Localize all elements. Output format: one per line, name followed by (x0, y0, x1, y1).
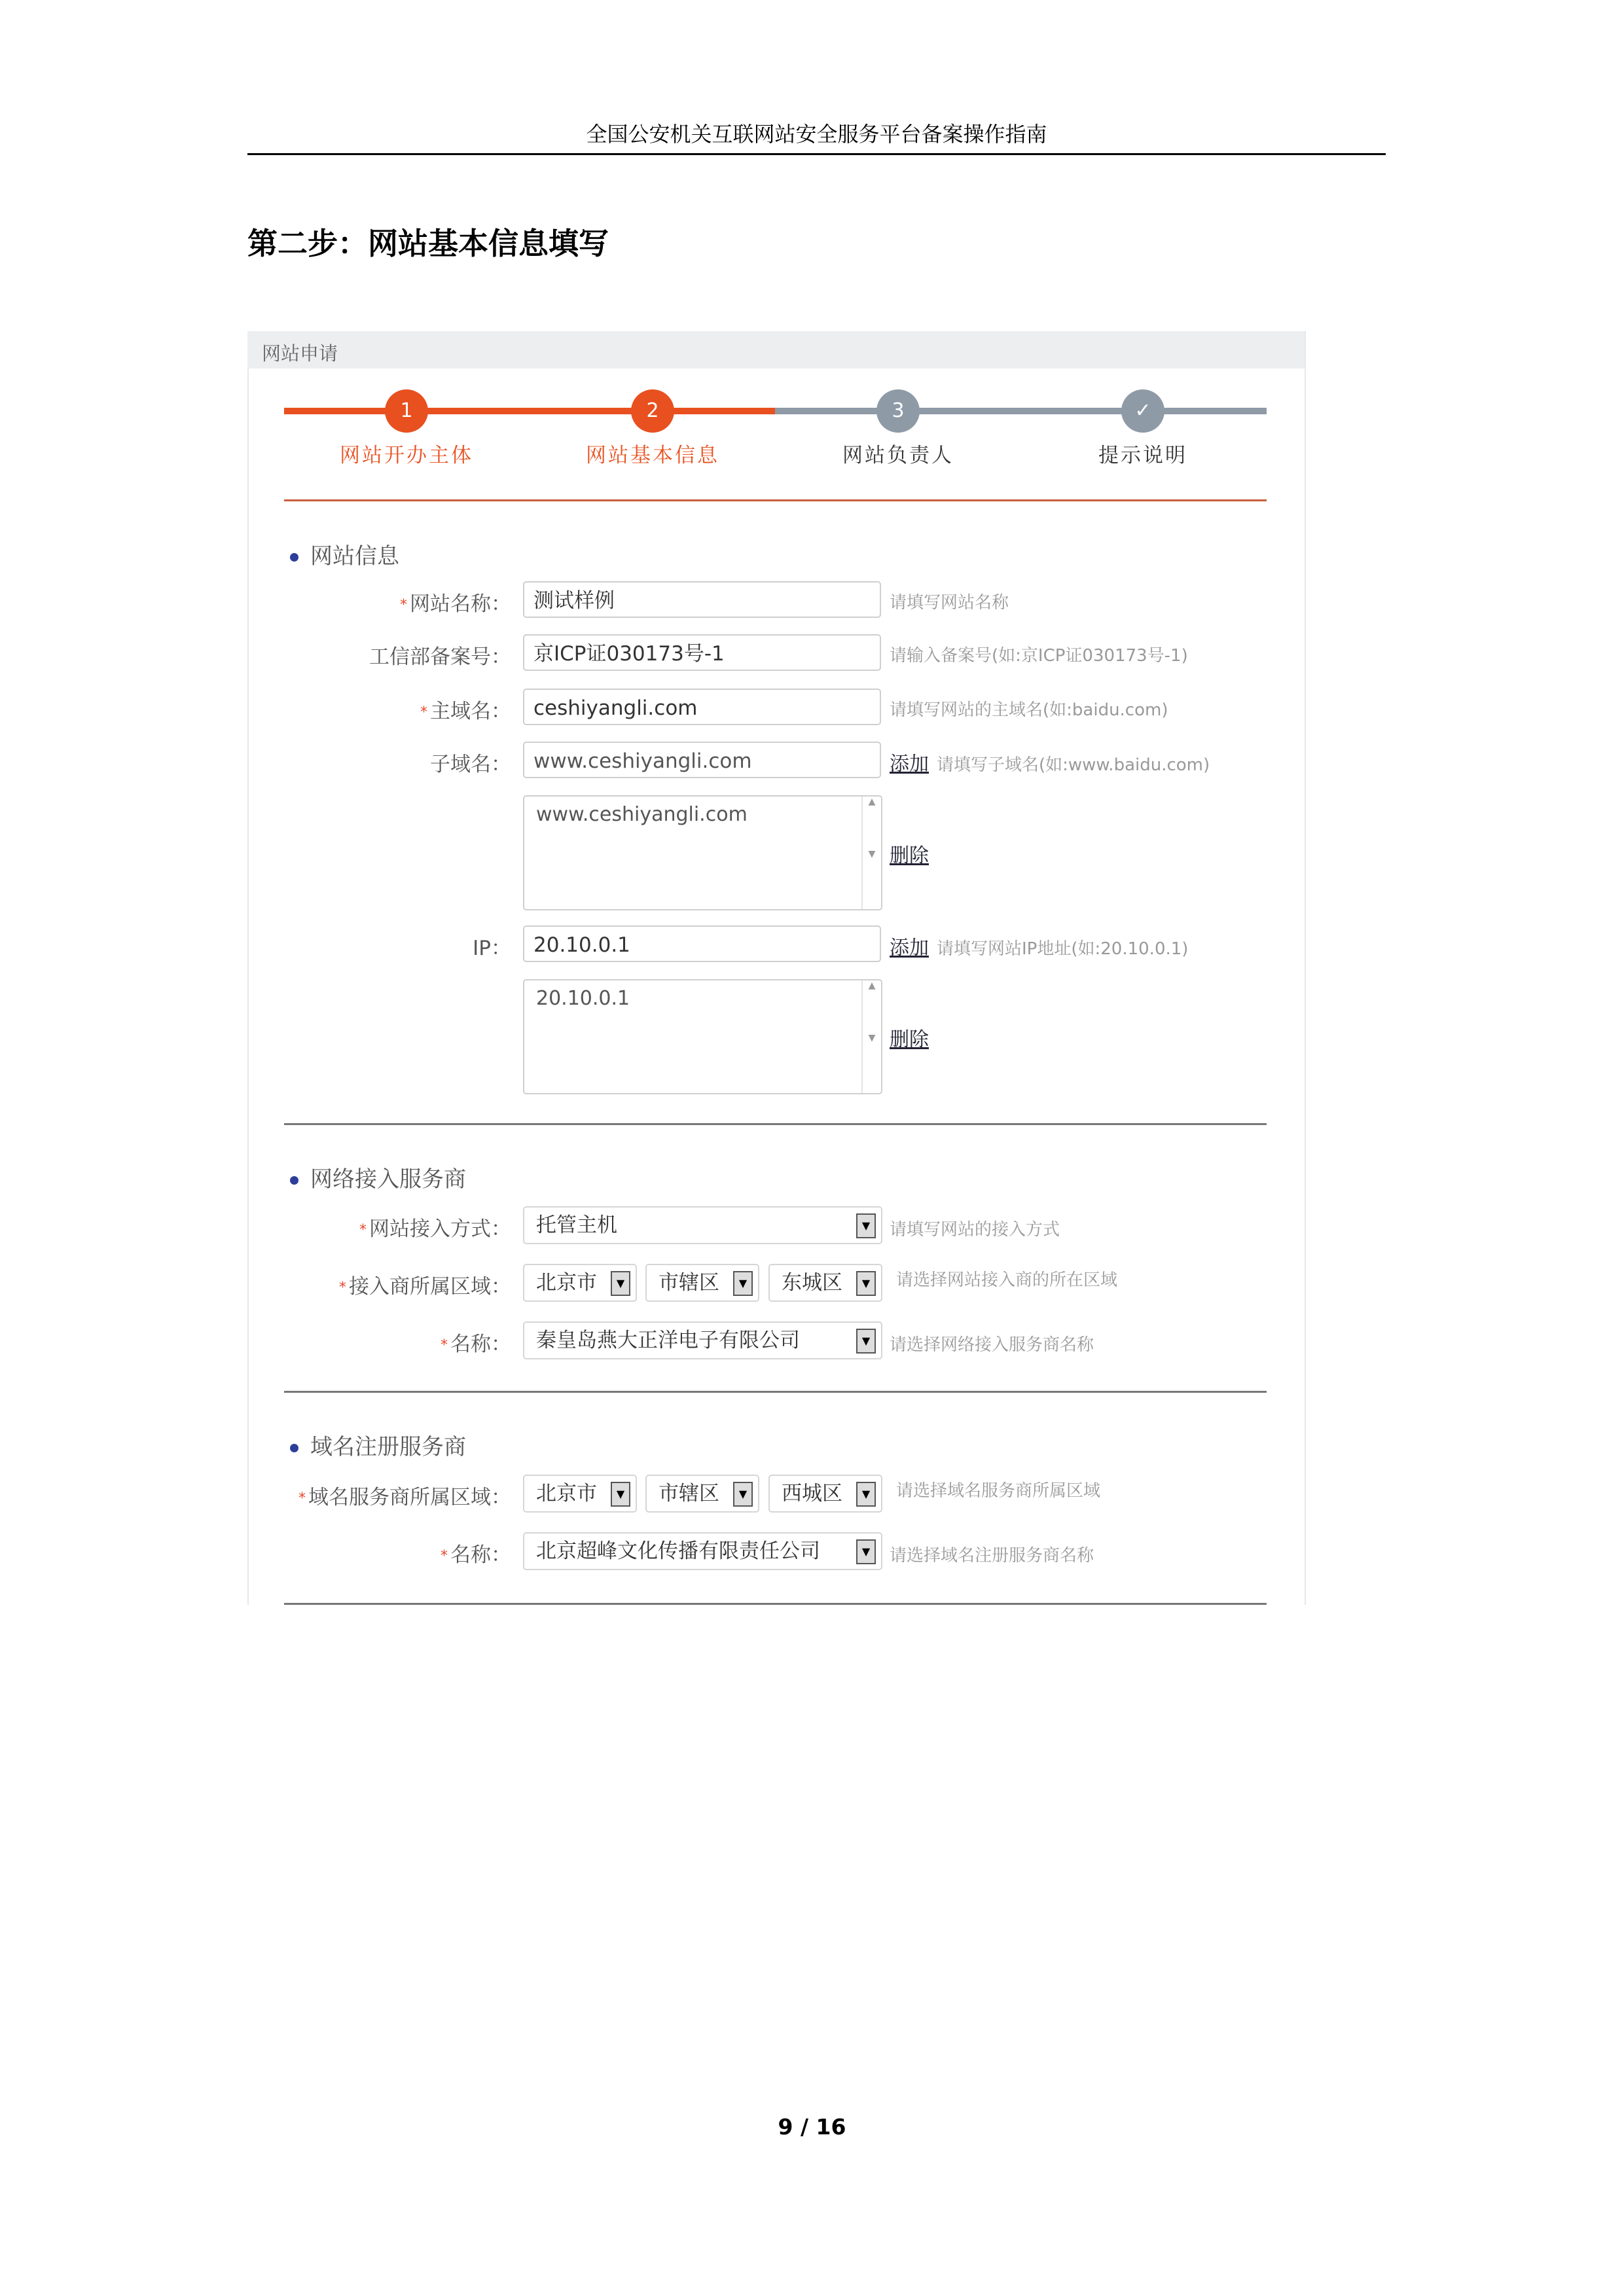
subdomain-delete-link[interactable]: 删除 (890, 844, 929, 867)
isp-region-hint: 请选择网站接入商的所在区域 (896, 1270, 1118, 1290)
isp-name-select[interactable]: 秦皇岛燕大正洋电子有限公司 ▼ (523, 1321, 882, 1359)
subdomain-delete-row (890, 839, 937, 868)
step-3-label: 网站负责人 (842, 444, 954, 467)
step-2-label: 网站基本信息 (586, 444, 719, 467)
page-header: 全国公安机关互联网站安全服务平台备案操作指南 (586, 122, 1047, 147)
ip-input[interactable]: 20.10.0.1 (523, 925, 881, 962)
isp-region-label: * 接入商所属区域： (339, 1275, 511, 1299)
chevron-down-icon: ▼ (856, 1329, 876, 1354)
subdomain-list[interactable]: www.ceshiyangli.com ▲ ▼ (523, 795, 882, 910)
step-2-circle: 2 (631, 389, 674, 433)
divider (284, 1603, 1267, 1605)
isp-city-select[interactable]: 市辖区 ▼ (645, 1264, 759, 1302)
access-method-label: * 网站接入方式： (359, 1217, 511, 1241)
registrar-region-hint: 请选择域名服务商所属区域 (896, 1481, 1101, 1501)
scrollbar[interactable]: ▲ ▼ (861, 797, 881, 909)
chevron-down-icon: ▼ (856, 1213, 876, 1238)
chevron-down-icon: ▼ (733, 1482, 753, 1507)
divider (284, 1123, 1267, 1125)
bullet-icon (290, 1176, 298, 1185)
isp-name-label: * 名称： (441, 1333, 511, 1356)
icp-hint: 请输入备案号(如:京ICP证030173号-1) (890, 646, 1188, 666)
registrar-name-select[interactable]: 北京超峰文化传播有限责任公司 ▼ (523, 1532, 882, 1570)
isp-district-select[interactable]: 东城区 ▼ (768, 1264, 882, 1302)
registrar-province-select[interactable]: 北京市 ▼ (523, 1475, 637, 1513)
registrar-district-select[interactable]: 西城区 ▼ (768, 1475, 882, 1513)
chevron-down-icon: ▼ (611, 1482, 630, 1507)
registrar-name-hint: 请选择域名注册服务商名称 (890, 1546, 1094, 1566)
steps-divider (284, 499, 1267, 501)
access-method-hint: 请填写网站的接入方式 (890, 1220, 1060, 1240)
domain-input[interactable]: ceshiyangli.com (523, 689, 881, 725)
ip-add-link[interactable]: 添加 (890, 937, 929, 960)
ip-hint-row: 添加 请填写网站IP地址(如:20.10.0.1) (890, 937, 1189, 960)
chevron-down-icon: ▼ (733, 1271, 753, 1296)
chevron-down-icon: ▼ (856, 1482, 876, 1507)
chevron-down-icon: ▼ (856, 1271, 876, 1296)
ip-label: IP： (473, 937, 511, 960)
isp-name-hint: 请选择网络接入服务商名称 (890, 1335, 1094, 1355)
bullet-icon (290, 553, 298, 562)
chevron-down-icon: ▼ (611, 1271, 630, 1296)
registrar-region-label: * 域名服务商所属区域： (298, 1486, 511, 1509)
registrar-city-select[interactable]: 市辖区 ▼ (645, 1475, 759, 1513)
scrollbar[interactable]: ▲ ▼ (861, 980, 881, 1093)
subdomain-add-link[interactable]: 添加 (890, 753, 929, 776)
panel-title: 网站申请 (262, 342, 338, 365)
step-1-label: 网站开办主体 (340, 444, 473, 467)
divider (284, 1391, 1267, 1393)
bullet-icon (290, 1444, 298, 1452)
icp-label: 工信部备案号： (369, 645, 511, 669)
form-panel (247, 331, 1306, 1605)
header-divider (247, 153, 1386, 155)
subdomain-input[interactable]: www.ceshiyangli.com (523, 742, 881, 778)
domain-hint: 请填写网站的主域名(如:baidu.com) (890, 700, 1168, 720)
subdomain-label: 子域名： (430, 753, 511, 776)
site-name-label: * 网站名称： (400, 592, 511, 616)
domain-label: * 主域名： (420, 700, 511, 723)
access-method-select[interactable]: 托管主机 ▼ (523, 1206, 882, 1244)
registrar-name-label: * 名称： (441, 1543, 511, 1567)
panel-header (247, 331, 1305, 368)
isp-province-select[interactable]: 北京市 ▼ (523, 1264, 637, 1302)
site-name-input[interactable]: 测试样例 (523, 581, 881, 618)
subdomain-hint-row: 添加 请填写子域名(如:www.baidu.com) (890, 753, 1210, 776)
step-4-label: 提示说明 (1098, 444, 1187, 467)
isp-heading: 网络接入服务商 (290, 1161, 466, 1193)
ip-delete-row (890, 1023, 937, 1052)
registrar-heading: 域名注册服务商 (290, 1429, 466, 1461)
icp-input[interactable]: 京ICP证030173号-1 (523, 634, 881, 671)
progress-track-todo (775, 408, 1267, 414)
progress-track-done (284, 408, 775, 414)
ip-delete-link[interactable]: 删除 (890, 1028, 929, 1051)
site-info-heading: 网站信息 (290, 538, 399, 570)
site-name-hint: 请填写网站名称 (890, 593, 1009, 613)
section-title: 第二步：网站基本信息填写 (247, 226, 609, 261)
check-icon: ✓ (1121, 389, 1164, 433)
step-1-circle: 1 (385, 389, 428, 433)
step-3-circle: 3 (876, 389, 920, 433)
ip-list[interactable]: 20.10.0.1 ▲ ▼ (523, 979, 882, 1094)
chevron-down-icon: ▼ (856, 1539, 876, 1564)
page-number: 9 / 16 (778, 2114, 846, 2140)
